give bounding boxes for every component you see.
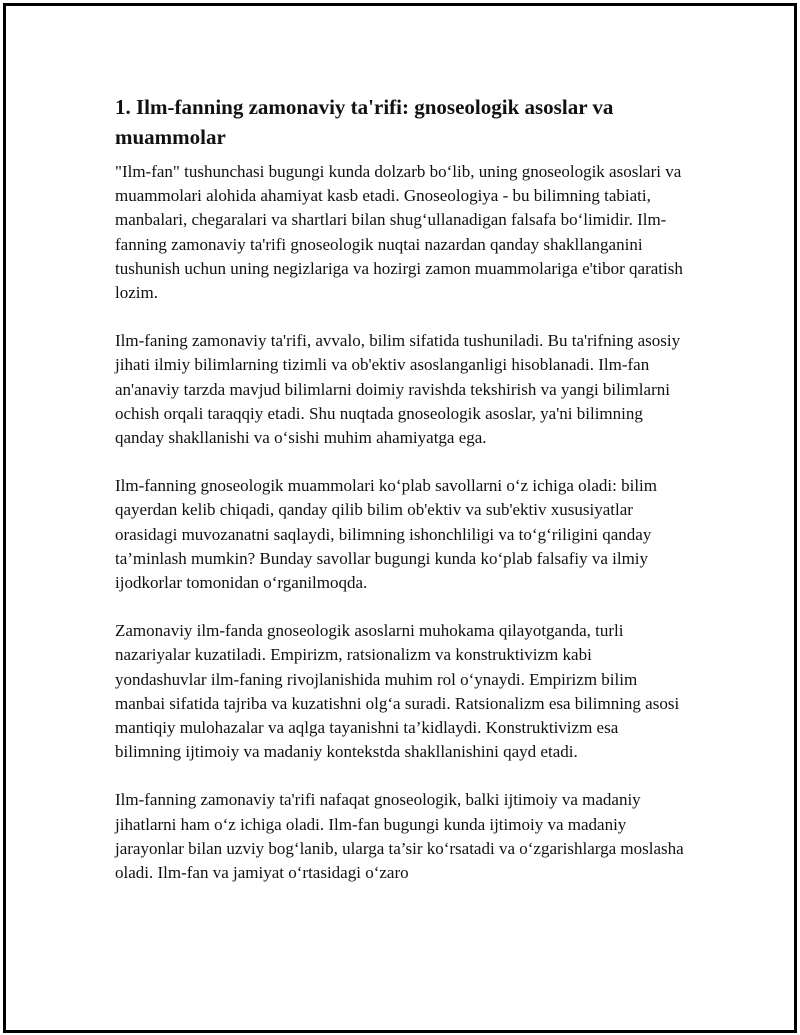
document-body (115, 92, 685, 909)
paragraph-4: Zamonaviy ilm-fanda gnoseologik asoslarni muhokama qilayotganda, turli nazariyalar kuzatiladi. Empirizm, ratsionalizm va konstruktivizm kabi yondashuvlar ilm-faning rivojlanishida muhim rol o‘ynaydi. Empirizm bilim manbai sifatida tajriba va kuzatishni olg‘a suradi. Ratsionalizm esa bilimning asosi mantiqiy mulohazalar va aqlga tayanishni ta’kidlaydi. Konstruktivizm esa bilimning ijtimoiy va madaniy kontekstda shakllanishini qayd etadi. (115, 621, 680, 762)
document-title: 1. Ilm-fanning zamonaviy ta'rifi: gnoseologik asoslar va muammolar (115, 95, 614, 149)
paragraph-2: Ilm-faning zamonaviy ta'rifi, avvalo, bilim sifatida tushuniladi. Bu ta'rifning asosiy jihati ilmiy bilimlarning tizimli va ob'ektiv asoslanganligi hisoblanadi. Ilm-fan an'anaviy tarzda mavjud bilimlarni doimiy ravishda tekshirish va yangi bilimlarni ochish orqali taraqqiy etadi. Shu nuqtada gnoseologik asoslar, ya'ni bilimning qanday shakllanishi va o‘sishi muhim ahamiyatga ega. (115, 331, 681, 448)
paragraph-3: Ilm-fanning gnoseologik muammolari ko‘plab savollarni o‘z ichiga oladi: bilim qayerdan kelib chiqadi, qanday qilib bilim ob'ektiv va sub'ektiv xususiyatlar orasidagi muvozanatni saqlaydi, bilimning ishonchliligi va to‘g‘riligini qanday ta’minlash mumkin? Bunday savollar bugungi kunda ko‘plab falsafiy va ilmiy ijodkorlar tomonidan o‘rganilmoqda. (115, 476, 657, 593)
paragraph-5: Ilm-fanning zamonaviy ta'rifi nafaqat gnoseologik, balki ijtimoiy va madaniy jihatlarni ham o‘z ichiga oladi. Ilm-fan bugungi kunda ijtimoiy va madaniy jarayonlar bilan uzviy bog‘lanib, ularga ta’sir ko‘rsatadi va o‘zgarishlarga moslasha oladi. Ilm-fan va jamiyat o‘rtasidagi o‘zaro (115, 790, 684, 883)
paragraph-1: "Ilm-fan" tushunchasi bugungi kunda dolzarb bo‘lib, uning gnoseologik asoslari va muammolari alohida ahamiyat kasb etadi. Gnoseologiya - bu bilimning tabiati, manbalari, chegaralari va shartlari bilan shug‘ullanadigan falsafa bo‘limidir. Ilm-fanning zamonaviy ta'rifi gnoseologik nuqtai nazardan qanday shakllanganini tushunish uchun uning negizlariga va hozirgi zamon muammolariga e'tibor qaratish lozim. (115, 162, 683, 303)
